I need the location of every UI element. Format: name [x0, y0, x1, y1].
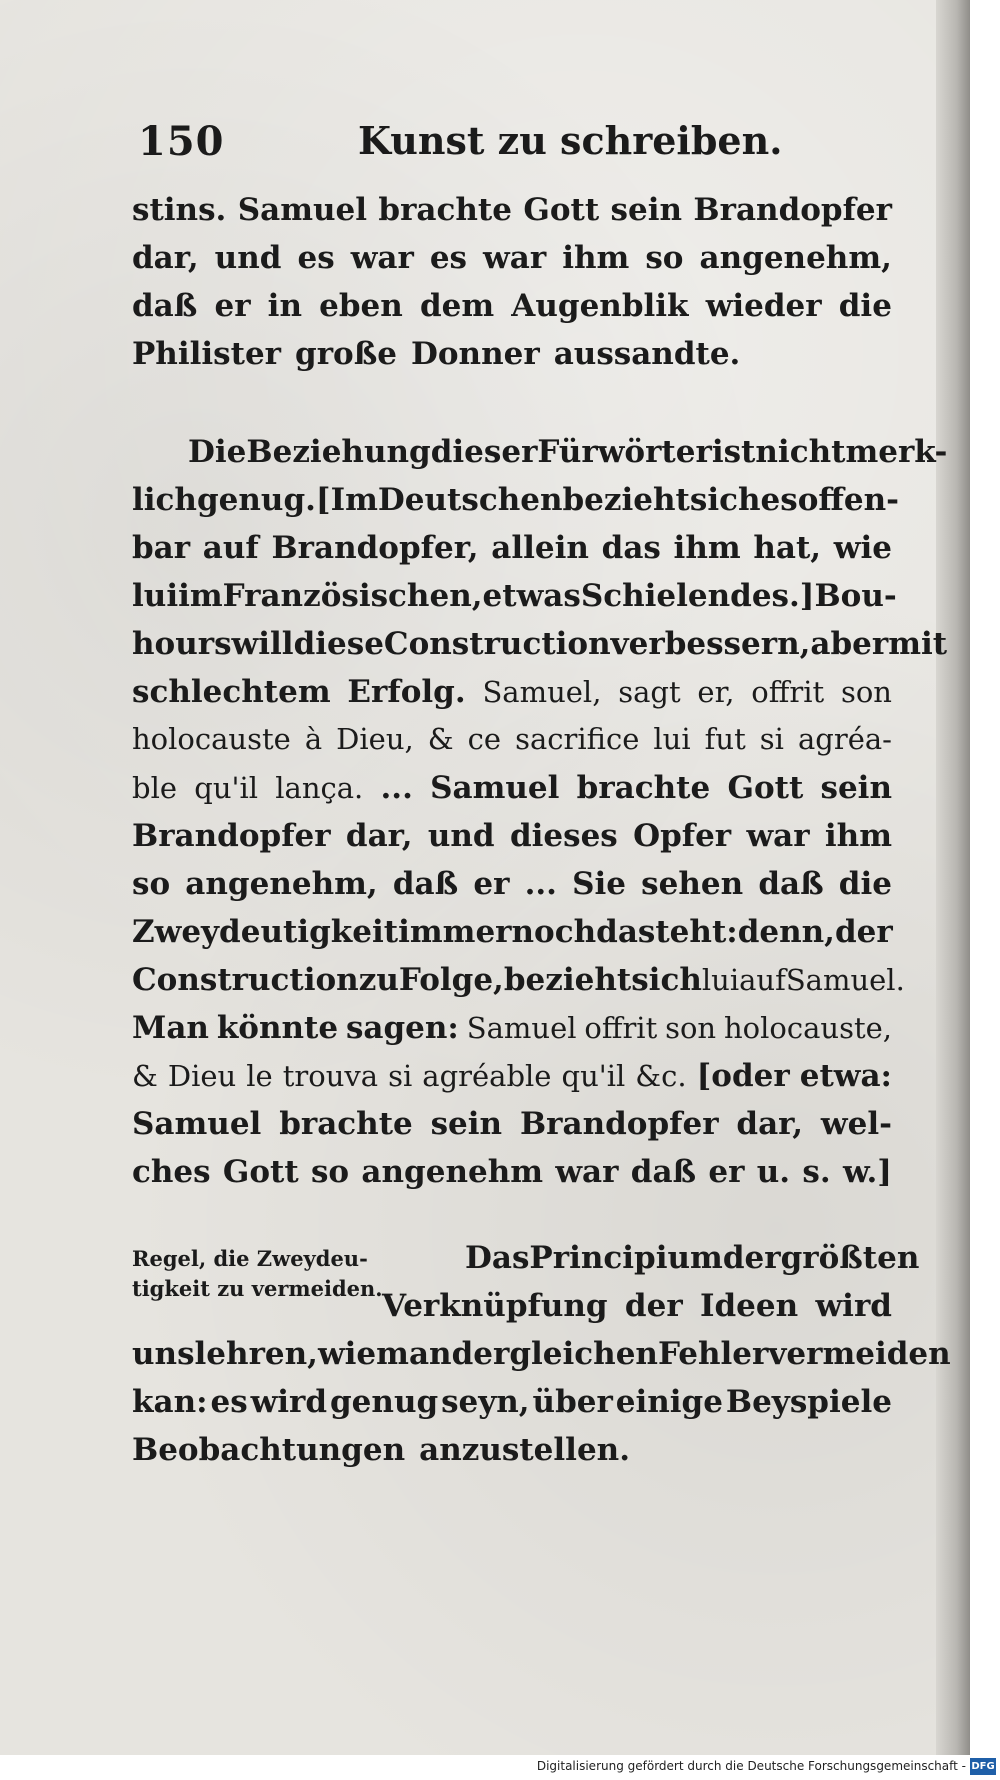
- word: Principium: [529, 1240, 723, 1276]
- word: und: [214, 240, 282, 276]
- word: Bou-: [814, 578, 897, 614]
- word: der: [624, 1288, 683, 1324]
- word: dar,: [345, 818, 413, 854]
- word: brachte: [378, 192, 512, 228]
- word: Samuel: [466, 1011, 577, 1045]
- text-line: [132, 674, 892, 722]
- word: hat,: [753, 530, 822, 566]
- word: ...: [524, 866, 557, 902]
- word: so: [132, 866, 171, 902]
- word: genug: [330, 1384, 439, 1420]
- word: war: [483, 240, 547, 276]
- word: wieder: [705, 288, 822, 324]
- word: mit: [888, 626, 948, 662]
- word: anzustellen.: [419, 1432, 630, 1468]
- word: man: [376, 1336, 452, 1372]
- word: fut: [704, 722, 746, 756]
- word: Fehler: [657, 1336, 769, 1372]
- word: allein: [491, 530, 589, 566]
- word: eben: [319, 288, 403, 324]
- page-edge-shadow: [936, 0, 970, 1755]
- word: [Im: [315, 482, 378, 518]
- text-line: [132, 722, 892, 770]
- word: er: [214, 288, 251, 324]
- word: kan:: [132, 1384, 208, 1420]
- word: daß: [630, 1154, 697, 1190]
- word: si: [759, 722, 784, 756]
- word: son: [665, 1011, 717, 1045]
- word: sich: [631, 962, 702, 998]
- paragraph-3-first-line: [465, 1240, 920, 1288]
- word: offrit: [584, 1011, 658, 1045]
- word: &c.: [635, 1059, 687, 1093]
- page-number: 150: [138, 118, 225, 165]
- word: auf: [739, 963, 786, 997]
- word: Beziehung: [246, 434, 431, 470]
- word: einige: [615, 1384, 723, 1420]
- word: diese: [293, 626, 384, 662]
- word: steht:: [637, 914, 738, 950]
- running-title: Kunst zu schreiben.: [358, 118, 783, 163]
- word: trouva: [282, 1059, 379, 1093]
- word: ble: [132, 771, 178, 805]
- word: lui: [132, 578, 179, 614]
- text-line: [132, 240, 892, 288]
- word: wird: [250, 1384, 328, 1420]
- word: angenehm,: [185, 866, 378, 902]
- text-line: [132, 770, 892, 818]
- word: si: [388, 1059, 413, 1093]
- word: Verknüpfung: [382, 1288, 608, 1324]
- word: das: [601, 530, 661, 566]
- word: verbessern,: [610, 626, 811, 662]
- word: agréa-: [797, 722, 892, 756]
- word: schlechtem: [132, 674, 331, 710]
- word: ihm: [562, 240, 630, 276]
- word: immer: [398, 914, 512, 950]
- word: Brandopfer: [519, 1106, 719, 1142]
- word: Schielendes.]: [580, 578, 815, 614]
- word: Folge,: [398, 962, 504, 998]
- dfg-logo: DFG: [970, 1758, 996, 1775]
- text-line: [132, 1336, 951, 1384]
- word: brachte: [279, 1106, 413, 1142]
- word: da: [596, 914, 638, 950]
- page-header: [138, 118, 898, 178]
- word: Beobachtungen: [132, 1432, 406, 1468]
- word: dieser: [430, 434, 538, 470]
- text-line: [132, 626, 948, 674]
- word: im: [178, 578, 223, 614]
- text-line: [132, 866, 892, 914]
- word: es: [760, 482, 798, 518]
- word: Brandopfer,: [271, 530, 479, 566]
- word: dieses: [509, 818, 618, 854]
- word: Gott: [523, 192, 600, 228]
- word: Französischen,: [222, 578, 483, 614]
- text-line: [132, 192, 892, 240]
- word: es: [429, 240, 468, 276]
- paragraph-3-second-line: [382, 1288, 892, 1336]
- paragraph-2: [132, 434, 948, 1202]
- word: Brandopfer: [132, 818, 331, 854]
- word: lich: [132, 482, 197, 518]
- word: so: [645, 240, 684, 276]
- word: Donner: [410, 336, 540, 372]
- word: war: [350, 240, 414, 276]
- word: Dieu: [167, 1059, 237, 1093]
- word: dem: [419, 288, 495, 324]
- word: sacrifice: [515, 722, 640, 756]
- word: à: [304, 722, 323, 756]
- word: war: [746, 818, 810, 854]
- word: Die: [188, 434, 247, 470]
- text-line: [132, 434, 948, 482]
- word: war: [555, 1154, 619, 1190]
- word: w.]: [842, 1154, 892, 1190]
- word: Construction: [132, 962, 359, 998]
- word: seyn,: [441, 1384, 530, 1420]
- word: er: [473, 866, 510, 902]
- word: wie: [317, 1336, 377, 1372]
- word: s.: [802, 1154, 831, 1190]
- word: le: [246, 1059, 273, 1093]
- word: der: [834, 914, 893, 950]
- word: er,: [697, 675, 735, 709]
- word: Ideen: [699, 1288, 799, 1324]
- word: daß: [392, 866, 459, 902]
- text-line: [132, 530, 892, 578]
- word: zu: [358, 962, 399, 998]
- word: Beyspiele: [725, 1384, 892, 1420]
- word: Fürwörter: [537, 434, 712, 470]
- footer-credit: Digitalisierung gefördert durch die Deutsche Forschungsgemeinschaft -: [536, 1759, 966, 1773]
- word: offen-: [797, 482, 899, 518]
- word: ihm: [673, 530, 741, 566]
- word: bar: [132, 530, 191, 566]
- text-line: [132, 1058, 892, 1106]
- word: bezieht: [562, 482, 690, 518]
- word: Gott: [727, 770, 804, 806]
- marginal-note: [132, 1244, 402, 1304]
- word: lui: [701, 963, 740, 997]
- word: brachte: [576, 770, 711, 806]
- word: Opfer: [633, 818, 732, 854]
- word: uns: [132, 1336, 195, 1372]
- word: noch: [511, 914, 597, 950]
- word: Samuel.: [785, 963, 905, 997]
- word: wel-: [820, 1106, 892, 1142]
- word: stins.: [132, 192, 227, 228]
- word: Construction: [383, 626, 611, 662]
- word: in: [267, 288, 302, 324]
- word: Zweydeutigkeit: [132, 914, 399, 950]
- text-line: [132, 1154, 892, 1202]
- word: &: [427, 722, 454, 756]
- word: ist: [711, 434, 756, 470]
- word: die: [838, 288, 892, 324]
- word: sein: [430, 1106, 503, 1142]
- word: Dieu,: [336, 722, 414, 756]
- word: daß: [132, 288, 198, 324]
- word: über: [532, 1384, 613, 1420]
- word: sich: [689, 482, 761, 518]
- word: lança.: [275, 771, 364, 805]
- text-line: [132, 1010, 892, 1058]
- word: son: [840, 675, 892, 709]
- word: sagen:: [345, 1010, 459, 1046]
- word: Samuel: [132, 1106, 262, 1142]
- word: qu'il: [561, 1059, 626, 1093]
- text-line: [132, 1106, 892, 1154]
- word: ...: [380, 770, 413, 806]
- text-line: [132, 962, 905, 1010]
- word: Sie: [572, 866, 627, 902]
- paragraph-3-rest: [132, 1336, 951, 1480]
- word: er: [708, 1154, 745, 1190]
- word: genug.: [196, 482, 316, 518]
- text-line: [132, 336, 892, 384]
- text-line: [382, 1288, 892, 1336]
- text-line: [132, 288, 892, 336]
- word: daß: [758, 866, 824, 902]
- word: denn,: [737, 914, 835, 950]
- text-line: [132, 482, 899, 530]
- word: Das: [465, 1240, 530, 1276]
- marginal-note-line: tigkeit zu vermeiden.: [132, 1276, 383, 1301]
- word: Samuel: [237, 192, 368, 228]
- word: offrit: [751, 675, 825, 709]
- word: agréable: [422, 1059, 552, 1093]
- digitization-footer: [0, 1755, 1000, 1780]
- word: ches: [132, 1154, 211, 1190]
- word: etwa:: [799, 1058, 892, 1094]
- word: Deutschen: [377, 482, 563, 518]
- word: angenehm: [361, 1154, 544, 1190]
- word: [oder: [696, 1058, 790, 1094]
- word: dar,: [132, 240, 199, 276]
- word: Samuel: [430, 770, 560, 806]
- word: der: [722, 1240, 781, 1276]
- text-line: [465, 1240, 920, 1288]
- text-line: [132, 578, 897, 626]
- marginal-note-line: Regel, die Zweydeu-: [132, 1246, 368, 1271]
- word: wird: [815, 1288, 892, 1324]
- word: will: [231, 626, 294, 662]
- word: Samuel,: [482, 675, 602, 709]
- word: die: [838, 866, 892, 902]
- word: so: [310, 1154, 350, 1190]
- word: aber: [810, 626, 889, 662]
- word: nicht: [755, 434, 846, 470]
- word: dar,: [736, 1106, 804, 1142]
- word: und: [427, 818, 495, 854]
- word: es: [210, 1384, 248, 1420]
- word: große: [295, 336, 397, 372]
- word: qu'il: [194, 771, 259, 805]
- word: größten: [780, 1240, 920, 1276]
- word: holocauste,: [723, 1011, 892, 1045]
- text-line: [132, 914, 892, 962]
- word: lui: [653, 722, 691, 756]
- word: u.: [756, 1154, 791, 1190]
- word: sehen: [641, 866, 744, 902]
- word: angenehm,: [699, 240, 892, 276]
- text-line: [132, 1384, 892, 1432]
- word: sein: [820, 770, 892, 806]
- word: etwas: [482, 578, 581, 614]
- word: ce: [467, 722, 502, 756]
- word: sagt: [618, 675, 681, 709]
- word: wie: [833, 530, 892, 566]
- word: holocauste: [132, 722, 291, 756]
- word: es: [297, 240, 335, 276]
- word: Man: [132, 1010, 209, 1046]
- word: lehren,: [194, 1336, 318, 1372]
- word: sein: [610, 192, 683, 228]
- word: Erfolg.: [347, 674, 466, 710]
- word: könnte: [216, 1010, 339, 1046]
- word: Brandopfer: [693, 192, 892, 228]
- word: aussandte.: [553, 336, 741, 372]
- paragraph-1: [132, 192, 892, 384]
- word: &: [132, 1059, 158, 1093]
- text-line: [132, 818, 892, 866]
- word: vermeiden: [768, 1336, 951, 1372]
- word: Philister: [132, 336, 282, 372]
- word: Gott: [222, 1154, 299, 1190]
- word: Augenblik: [511, 288, 689, 324]
- text-line: [132, 1432, 892, 1480]
- word: bezieht: [503, 962, 632, 998]
- word: hours: [132, 626, 232, 662]
- word: merk-: [845, 434, 948, 470]
- word: ihm: [824, 818, 892, 854]
- word: dergleichen: [451, 1336, 658, 1372]
- word: auf: [202, 530, 259, 566]
